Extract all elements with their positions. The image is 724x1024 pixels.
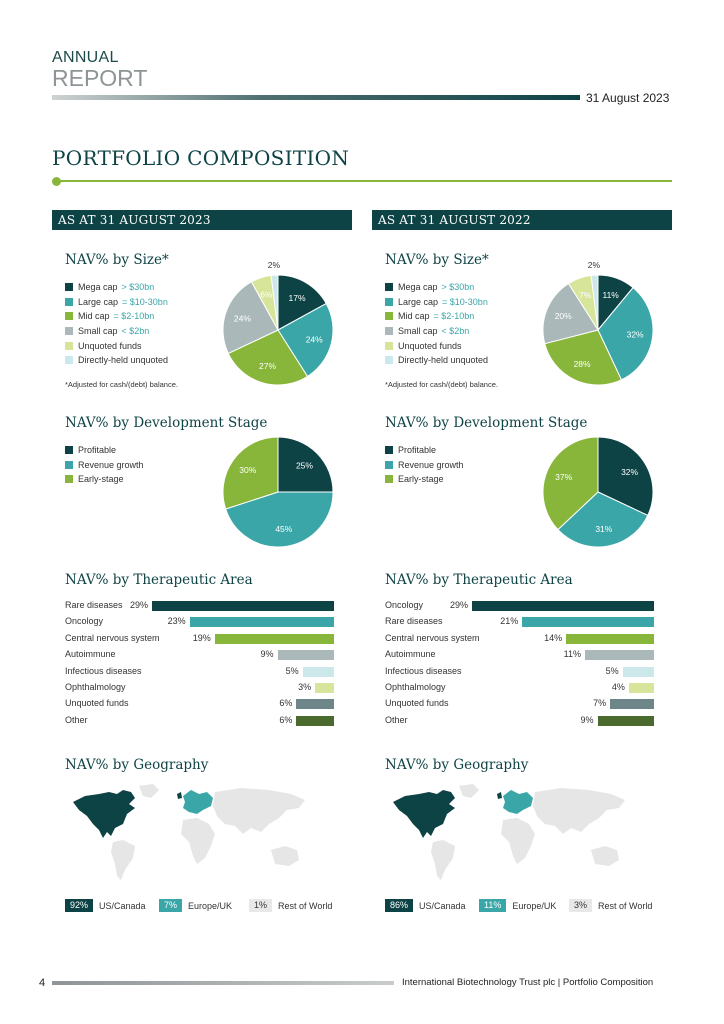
africa-region (181, 818, 215, 864)
legend-note: > $30bn (121, 282, 155, 293)
geography-label: Rest of World (598, 900, 653, 911)
bar-row (65, 682, 335, 693)
bar-label: Infectious diseases (65, 665, 142, 676)
bar-value-label: 11% (563, 649, 581, 660)
legend-item (385, 295, 488, 310)
bar (522, 617, 654, 627)
legend-item (65, 338, 168, 353)
geography-section-title: NAV% by Geography (65, 757, 209, 773)
bar-row (385, 649, 655, 660)
bar-label: Other (65, 714, 88, 725)
bar-value-label: 6% (279, 698, 293, 709)
geography-pct-chip: 86% (385, 899, 413, 912)
bar-label: Unquoted funds (385, 698, 449, 709)
size-pie-chart (203, 255, 353, 405)
column-2023 (52, 210, 352, 930)
pie-slice-label: 11% (602, 289, 619, 300)
bar-row (65, 616, 335, 627)
world-map (65, 780, 335, 890)
legend-swatch (385, 446, 393, 454)
size-legend (385, 280, 488, 368)
bar-value-label: 5% (285, 665, 299, 676)
australia-region (271, 846, 299, 866)
bar-value-label: 21% (500, 616, 519, 627)
europe-region (183, 790, 213, 814)
bar-label: Ophthalmology (65, 682, 126, 692)
bar-row (65, 649, 335, 660)
geography-section-title: NAV% by Geography (385, 757, 529, 773)
bar-row (385, 633, 655, 644)
bar-label: Other (385, 714, 408, 725)
bar (598, 716, 654, 726)
header-date: 31 August 2023 (586, 91, 670, 105)
size-legend (65, 280, 168, 368)
legend-item (385, 280, 488, 295)
pie-slice-label: 2% (587, 260, 601, 271)
legend-note: = $2-10bn (433, 311, 475, 322)
legend-label: Small cap (398, 326, 438, 337)
bar-row (385, 698, 655, 709)
pie-slice-label: 24% (233, 313, 251, 324)
legend-item (65, 324, 168, 339)
greenland-region (459, 784, 479, 798)
bar-value-label: 14% (544, 632, 563, 643)
bar-row (65, 600, 335, 611)
column-2022 (372, 210, 672, 930)
geography-legend-item (569, 899, 652, 912)
bar-label: Oncology (385, 600, 424, 610)
pie-slice-label: 30% (239, 465, 257, 476)
legend-label: Large cap (78, 296, 119, 307)
legend-label: Revenue growth (398, 459, 464, 470)
size-section-title: NAV% by Size* (385, 252, 489, 268)
legend-note: = $10-30bn (122, 296, 168, 307)
geography-label: Europe/UK (188, 900, 233, 911)
bar (472, 601, 654, 611)
title-rule-dot (52, 177, 61, 186)
legend-label: Unquoted funds (78, 340, 142, 351)
bar-value-label: 5% (605, 665, 619, 676)
geography-legend (65, 899, 340, 913)
geography-label: Rest of World (278, 900, 333, 911)
south-america-region (111, 840, 135, 880)
legend-swatch (385, 327, 393, 335)
legend-note: < $2bn (121, 326, 150, 337)
legend-label: Profitable (78, 445, 117, 456)
pie-slice-label: 28% (573, 358, 591, 369)
bar-value-label: 7% (593, 698, 607, 709)
legend-label: Small cap (78, 326, 118, 337)
legend-swatch (385, 298, 393, 306)
column-heading: AS AT 31 AUGUST 2023 (52, 210, 352, 230)
bar-value-label: 29% (129, 600, 148, 610)
footer-rule (52, 981, 394, 985)
bar-value-label: 6% (279, 714, 293, 725)
legend-item (385, 458, 464, 473)
therapeutic-section-title: NAV% by Therapeutic Area (385, 572, 573, 588)
legend-item (385, 338, 488, 353)
geography-label: Europe/UK (512, 900, 557, 911)
north-america-region (73, 790, 135, 838)
title-rule (56, 180, 672, 182)
pie-slice-label: 32% (626, 329, 644, 340)
legend-swatch (65, 475, 73, 483)
legend-item (65, 309, 168, 324)
report-label-report: REPORT (52, 65, 148, 91)
bar (303, 667, 334, 677)
geography-legend-item (249, 899, 332, 912)
legend-swatch (65, 342, 73, 350)
pie-slice-label: 25% (295, 460, 313, 471)
world-map (385, 780, 655, 890)
legend-item (385, 324, 488, 339)
bar (610, 699, 654, 709)
legend-label: Early-stage (398, 474, 444, 485)
legend-swatch (65, 446, 73, 454)
legend-item (65, 458, 144, 473)
stage-pie-chart (203, 417, 353, 567)
column-heading: AS AT 31 AUGUST 2022 (372, 210, 672, 230)
geography-pct-chip: 92% (65, 899, 93, 912)
pie-slice-label: 24% (305, 334, 323, 345)
pie-slice-label: 7% (579, 289, 592, 300)
size-footnote: *Adjusted for cash/(debt) balance. (385, 380, 498, 389)
pie-slice-label: 45% (275, 523, 293, 534)
bar-label: Rare diseases (385, 616, 443, 627)
legend-note: = $2-10bn (113, 311, 155, 322)
europe-region (503, 790, 533, 814)
legend-swatch (65, 283, 73, 291)
bar-row (65, 666, 335, 677)
uk-region (177, 792, 182, 799)
legend-item (65, 280, 168, 295)
bar-label: Central nervous system (65, 632, 160, 643)
africa-region (501, 818, 535, 864)
bar-row (65, 698, 335, 709)
bar-value-label: 23% (167, 616, 186, 627)
report-label-annual: ANNUAL (52, 49, 119, 66)
legend-swatch (65, 327, 73, 335)
bar-row (385, 682, 655, 693)
geography-legend-item (65, 899, 146, 912)
bar-row (385, 616, 655, 627)
legend-item (385, 353, 488, 368)
bar-value-label: 4% (611, 682, 625, 692)
stage-legend (65, 443, 144, 487)
legend-label: Revenue growth (78, 459, 144, 470)
bar (585, 650, 654, 660)
south-america-region (431, 840, 455, 880)
pie-slice-label: 6% (260, 289, 273, 300)
bar-row (65, 633, 335, 644)
bar-value-label: 3% (298, 682, 312, 692)
legend-swatch (65, 356, 73, 364)
legend-label: Mega cap (398, 282, 438, 293)
legend-label: Directly-held unquoted (398, 355, 489, 366)
pie-slice-label: 37% (555, 472, 573, 483)
legend-item (385, 309, 488, 324)
legend-label: Mega cap (78, 282, 118, 293)
therapeutic-section-title: NAV% by Therapeutic Area (65, 572, 253, 588)
legend-swatch (385, 475, 393, 483)
legend-label: Mid cap (398, 311, 430, 322)
bar-label: Central nervous system (385, 632, 480, 643)
legend-item (65, 295, 168, 310)
bar-row (385, 715, 655, 726)
geography-label: US/Canada (99, 900, 146, 911)
pie-slice-label: 32% (621, 466, 639, 477)
bar (315, 683, 334, 693)
legend-label: Large cap (398, 296, 439, 307)
legend-note: = $10-30bn (442, 296, 488, 307)
north-america-region (393, 790, 455, 838)
size-footnote: *Adjusted for cash/(debt) balance. (65, 380, 178, 389)
therapeutic-bar-chart (65, 600, 335, 740)
stage-pie-chart (523, 417, 673, 567)
bar-row (65, 715, 335, 726)
geography-pct-chip: 7% (159, 899, 182, 912)
legend-label: Mid cap (78, 311, 110, 322)
legend-note: < $2bn (441, 326, 470, 337)
asia-region (533, 788, 625, 834)
bar (152, 601, 334, 611)
legend-swatch (385, 461, 393, 469)
legend-label: Early-stage (78, 474, 124, 485)
pie-slice-label: 2% (267, 260, 281, 271)
bar-value-label: 9% (260, 649, 274, 660)
bar-value-label: 29% (449, 600, 468, 610)
geography-legend-item (479, 899, 556, 912)
geography-legend (385, 899, 660, 913)
legend-label: Profitable (398, 445, 437, 456)
legend-item (65, 353, 168, 368)
legend-item (65, 472, 144, 487)
bar-value-label: 9% (580, 714, 594, 725)
legend-item (65, 443, 144, 458)
pie-slice-label: 31% (595, 523, 613, 534)
stage-section-title: NAV% by Development Stage (385, 415, 588, 431)
bar-label: Autoimmune (65, 649, 116, 660)
australia-region (591, 846, 619, 866)
bar (278, 650, 334, 660)
stage-legend (385, 443, 464, 487)
size-section-title: NAV% by Size* (65, 252, 169, 268)
bar (296, 699, 334, 709)
bar (629, 683, 654, 693)
legend-swatch (65, 461, 73, 469)
greenland-region (139, 784, 159, 798)
geography-pct-chip: 3% (569, 899, 592, 912)
legend-swatch (65, 298, 73, 306)
bar-label: Ophthalmology (385, 682, 446, 692)
bar (190, 617, 334, 627)
legend-item (385, 443, 464, 458)
legend-swatch (385, 283, 393, 291)
stage-section-title: NAV% by Development Stage (65, 415, 268, 431)
bar-label: Oncology (65, 616, 104, 627)
size-pie-chart (523, 255, 673, 405)
bar-value-label: 19% (192, 632, 211, 643)
legend-item (385, 472, 464, 487)
bar-row (385, 600, 655, 611)
legend-swatch (385, 356, 393, 364)
bar-label: Unquoted funds (65, 698, 129, 709)
legend-swatch (65, 312, 73, 320)
bar (566, 634, 654, 644)
legend-swatch (385, 312, 393, 320)
legend-swatch (385, 342, 393, 350)
pie-slice-label: 17% (288, 292, 306, 303)
bar (623, 667, 654, 677)
header-rule (52, 95, 580, 100)
page-number: 4 (39, 977, 46, 989)
footer-text: International Biotechnology Trust plc | Portfolio Composition (402, 977, 654, 988)
pie-slice-label: 27% (259, 360, 277, 371)
bar (215, 634, 334, 644)
bar (296, 716, 334, 726)
geography-pct-chip: 11% (479, 899, 506, 912)
bar-label: Infectious diseases (385, 665, 462, 676)
page-title: PORTFOLIO COMPOSITION (52, 146, 350, 170)
geography-pct-chip: 1% (249, 899, 272, 912)
geography-legend-item (159, 899, 232, 912)
therapeutic-bar-chart (385, 600, 655, 740)
geography-label: US/Canada (419, 900, 466, 911)
legend-note: > $30bn (441, 282, 475, 293)
legend-label: Directly-held unquoted (78, 355, 169, 366)
geography-legend-item (385, 899, 466, 912)
pie-slice-label: 20% (554, 311, 572, 322)
bar-label: Rare diseases (65, 600, 123, 610)
bar-label: Autoimmune (385, 649, 436, 660)
bar-row (385, 666, 655, 677)
legend-label: Unquoted funds (398, 340, 462, 351)
uk-region (497, 792, 502, 799)
asia-region (213, 788, 305, 834)
